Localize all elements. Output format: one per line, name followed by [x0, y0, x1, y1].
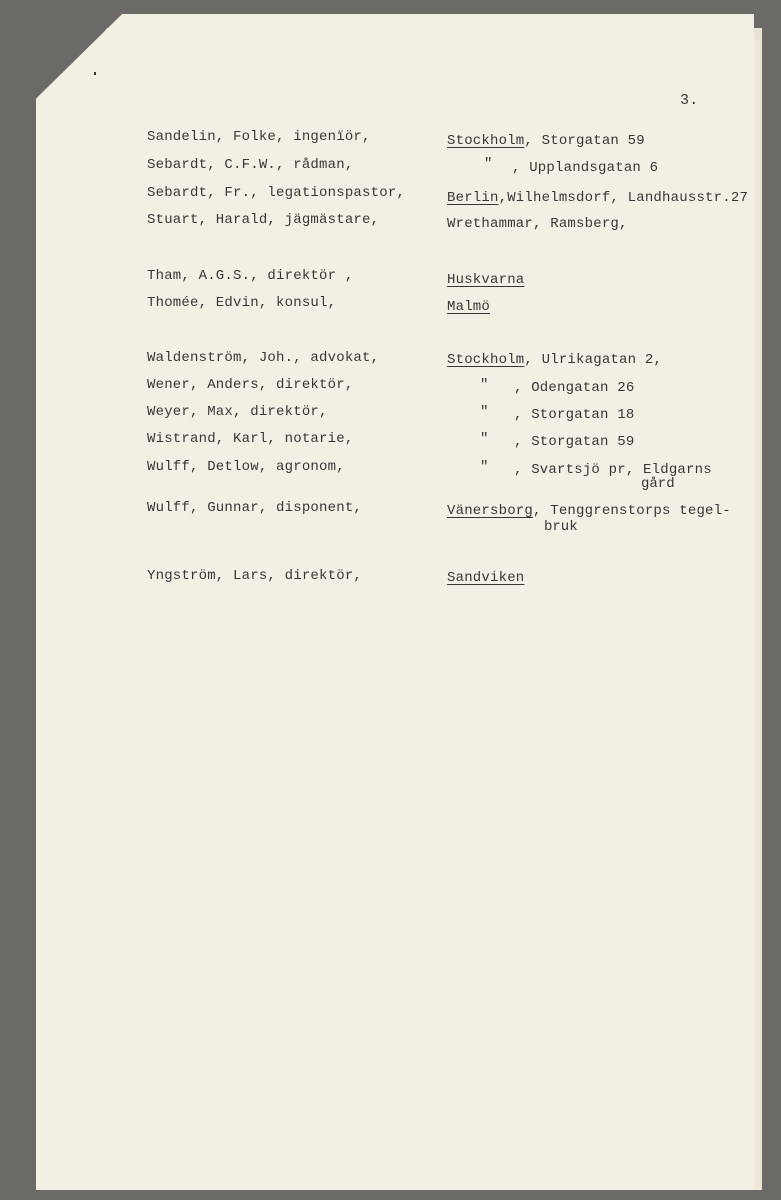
entry-city: Wrethammar, Ramsberg,	[447, 216, 628, 232]
entry-street: , Storgatan 59	[524, 133, 645, 149]
entry-name: Yngström, Lars, direktör,	[147, 568, 363, 584]
entry-name: Tham, A.G.S., direktör ,	[147, 268, 354, 284]
entry-name: Wistrand, Karl, notarie,	[147, 431, 354, 447]
entry-city: Malmö	[447, 299, 491, 315]
entry-name: Stuart, Harald, jägmästare,	[147, 212, 380, 228]
entry-name: Weyer, Max, direktör,	[147, 404, 328, 420]
punch-mark	[94, 72, 96, 75]
entry-name: Thomée, Edvin, konsul,	[147, 295, 337, 311]
entry-address	[447, 352, 662, 368]
entry-street: ,Wilhelmsdorf, Landhausstr.27	[498, 190, 749, 206]
entry-city: Berlin	[447, 190, 499, 206]
entry-address	[447, 503, 731, 519]
entry-street: , Storgatan 18	[514, 407, 635, 423]
entry-name: Wener, Anders, direktör,	[147, 377, 354, 393]
entry-name: Waldenström, Joh., advokat,	[147, 350, 380, 366]
entry-city: Huskvarna	[447, 272, 525, 288]
entry-street: , Ulrikagatan 2,	[524, 352, 663, 368]
entry-name: Sandelin, Folke, ingenïör,	[147, 129, 371, 145]
entry-address	[447, 133, 645, 149]
entry-name: Sebardt, C.F.W., rådman,	[147, 157, 354, 173]
entry-street: , Storgatan 59	[514, 434, 635, 450]
entry-city: Vänersborg	[447, 503, 534, 519]
ditto-mark: "	[484, 156, 493, 172]
entry-name: Wulff, Gunnar, disponent,	[147, 500, 363, 516]
entry-city: Stockholm	[447, 352, 525, 368]
entry-address	[447, 190, 748, 206]
entry-name: Wulff, Detlow, agronom,	[147, 459, 345, 475]
entry-city: Stockholm	[447, 133, 525, 149]
entry-name: Sebardt, Fr., legationspastor,	[147, 185, 406, 201]
page-number: 3.	[680, 92, 699, 109]
ditto-mark: "	[480, 431, 489, 447]
entry-street-continuation: bruk	[544, 519, 578, 535]
ditto-mark: "	[480, 377, 489, 393]
entry-street: , Tenggrenstorps tegel-	[533, 503, 731, 519]
entry-street: , Odengatan 26	[514, 380, 635, 396]
ditto-mark: "	[480, 404, 489, 420]
entry-street: , Svartsjö pr, Eldgarns	[514, 462, 712, 478]
entry-street: , Upplandsgatan 6	[512, 160, 659, 176]
entry-city: Sandviken	[447, 570, 525, 586]
ditto-mark: "	[480, 459, 489, 475]
entry-street-continuation: gård	[641, 476, 675, 492]
